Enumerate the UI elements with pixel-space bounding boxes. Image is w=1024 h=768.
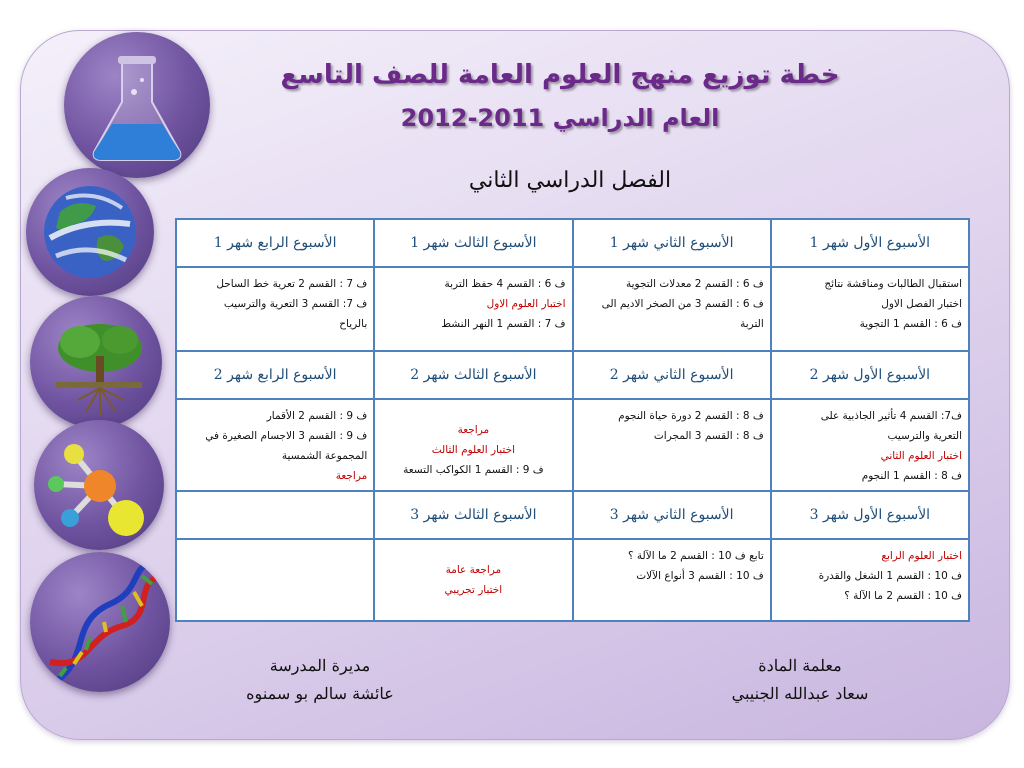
lesson-line: ف 9 : القسم 2 الأقمار [266,410,368,422]
week-header-cell: الأسبوع الثالث شهر 2 [374,351,572,399]
highlighted-lesson: اختبار العلوم الثاني [880,450,962,462]
week-content-row [176,267,969,351]
week-header-cell: الأسبوع الثالث شهر 1 [374,219,572,267]
highlighted-lesson: اختبار العلوم الرابع [881,550,962,562]
week-header-cell: الأسبوع الرابع شهر 2 [176,351,374,399]
title-line-2: العام الدراسي 2011-2012 [400,104,720,132]
week-content-cell [573,399,771,491]
week-content-cell [573,539,771,621]
week-header-cell: الأسبوع الأول شهر 3 [771,491,969,539]
teacher-role: معلمة المادة [758,656,842,675]
lesson-line: اختبار الفصل الاول [881,298,962,310]
lesson-list [574,540,770,590]
lesson-line: ف 7 : القسم 1 النهر النشط [441,318,566,330]
lesson-line: ف 8 : القسم 1 النجوم [861,470,962,482]
earth-icon [26,168,154,296]
week-header-cell: الأسبوع الثاني شهر 2 [573,351,771,399]
lesson-line: تابع ف 10 : القسم 2 ما الآلة ؟ [627,550,764,562]
week-content-row [176,399,969,491]
lesson-line: ف 8 : القسم 3 المجرات [653,430,764,442]
tree-icon [30,296,162,428]
semester-heading: الفصل الدراسي الثاني [468,168,672,193]
lesson-list [574,268,770,338]
week-header-cell [176,491,374,539]
lesson-line: ف7: القسم 4 تأثير الجاذبية على [820,410,962,422]
week-header-cell: الأسبوع الثاني شهر 3 [573,491,771,539]
lesson-line: ف 10 : القسم 2 ما الآلة ؟ [844,590,962,602]
week-content-cell [374,539,572,621]
lesson-list [375,540,571,604]
lesson-list [177,268,373,338]
teacher-name: سعاد عبدالله الجنيبي [731,684,869,703]
highlighted-lesson: اختبار العلوم الاول [486,298,566,310]
principal-signature [220,652,420,708]
week-content-cell [771,539,969,621]
molecule-icon [34,420,164,550]
plan-table [175,218,970,622]
week-content-cell [771,267,969,351]
lesson-list [177,540,373,550]
dna-icon [30,552,170,692]
lesson-line: ف 9 : القسم 3 الاجسام الصغيرة في [205,430,368,442]
lesson-list [574,400,770,450]
page-title [280,52,840,138]
lesson-line: ف 9 : القسم 1 الكواكب التسعة [403,464,544,476]
highlighted-lesson: مراجعة [457,424,490,436]
week-content-cell [176,267,374,351]
week-content-cell [374,399,572,491]
week-header-cell: الأسبوع الثالث شهر 3 [374,491,572,539]
lesson-line: ف 7: القسم 3 التعرية والترسيب [223,298,368,310]
lesson-line: استقبال الطالبات ومناقشة نتائج [824,278,962,290]
highlighted-lesson: اختبار العلوم الثالث [431,444,516,456]
highlighted-lesson: اختبار تجريبي [444,584,503,596]
principal-role: مديرة المدرسة [269,656,371,675]
lesson-line: ف 6 : القسم 2 معدلات التجوية [626,278,764,290]
lesson-list [772,400,968,490]
week-header-cell: الأسبوع الأول شهر 1 [771,219,969,267]
lesson-list [772,540,968,610]
lesson-list [772,268,968,338]
teacher-signature [700,652,900,708]
principal-name: عائشة سالم بو سمنوه [246,684,394,703]
lesson-line: المجموعة الشمسية [281,450,368,462]
week-content-row [176,539,969,621]
lesson-line: ف 6 : القسم 3 من الصخر الاديم الى [601,298,764,310]
lesson-line: ف 8 : القسم 2 دورة حياة النجوم [618,410,764,422]
highlighted-lesson: مراجعة [335,470,368,482]
flask-icon [64,32,210,178]
lesson-line: ف 6 : القسم 4 حفظ التربة [444,278,566,290]
week-content-cell [176,539,374,621]
week-header-row [176,491,969,539]
week-header-cell: الأسبوع الرابع شهر 1 [176,219,374,267]
lesson-line: التعرية والترسيب [887,430,962,442]
lesson-line: التربة [740,318,764,330]
week-content-cell [374,267,572,351]
week-content-cell [573,267,771,351]
lesson-list [375,268,571,338]
lesson-line: ف 10 : القسم 1 الشغل والقدرة [818,570,962,582]
week-header-cell: الأسبوع الثاني شهر 1 [573,219,771,267]
lesson-list [375,400,571,484]
lesson-line: ف 7 : القسم 2 تعرية خط الساحل [216,278,368,290]
week-content-cell [176,399,374,491]
lesson-line: بالرياح [339,318,368,330]
highlighted-lesson: مراجعة عامة [445,564,502,576]
week-header-row [176,351,969,399]
week-header-cell: الأسبوع الأول شهر 2 [771,351,969,399]
lesson-list [177,400,373,490]
lesson-line: ف 10 : القسم 3 أنواع الآلات [636,570,764,582]
title-line-1: خطة توزيع منهج العلوم العامة للصف التاسع [280,60,840,90]
week-header-row [176,219,969,267]
lesson-line: ف 6 : القسم 1 التجوية [859,318,962,330]
week-content-cell [771,399,969,491]
